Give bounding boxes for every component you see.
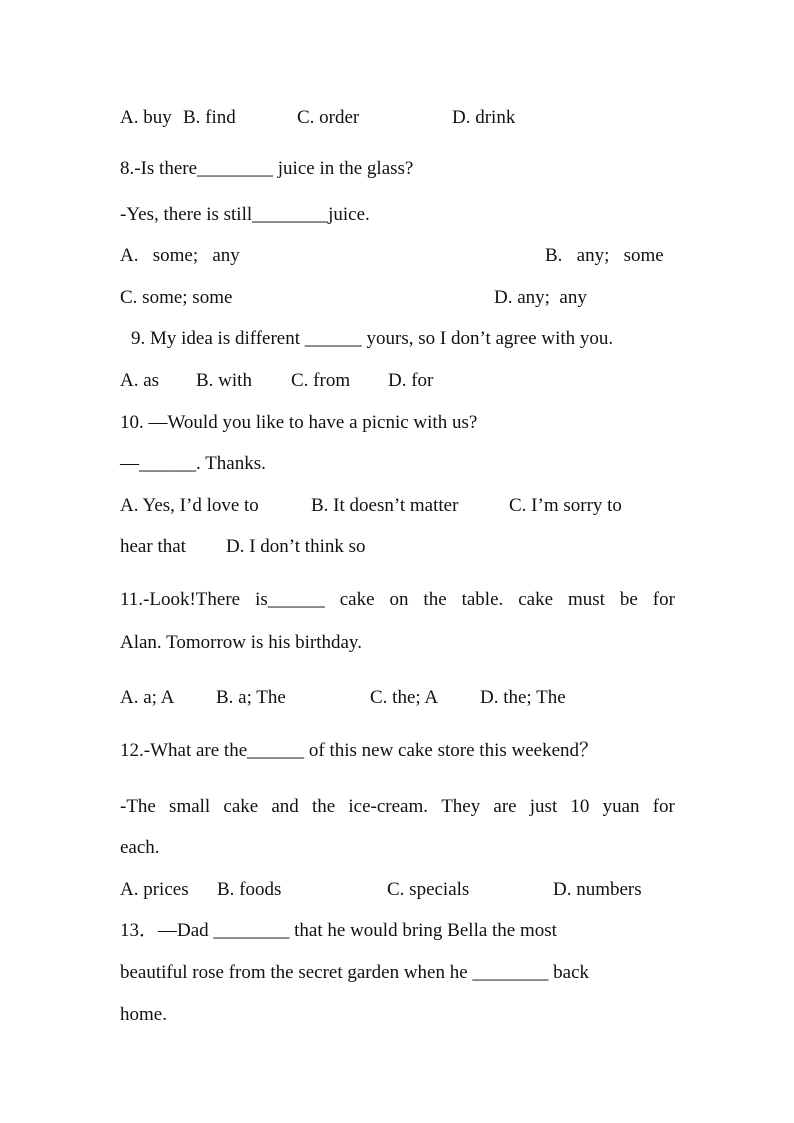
q7-option-a: A. buy [120,107,172,128]
q10-option-d: D. I don’t think so [226,536,366,557]
q9-option-b: B. with [196,370,252,391]
q8-option-c: C. some; some [120,287,233,308]
q10-option-b: B. It doesn’t matter [311,495,459,516]
q11-word: must [568,589,605,610]
q7-option-d: D. drink [452,107,516,128]
q11-word: 11.-Look!There [120,589,241,610]
q12-word: for [652,796,675,817]
q11-option-a: A. a; A [120,687,175,708]
q11-option-b: B. a; The [216,687,286,708]
q13-line3: home. [120,1004,167,1025]
q8-option-a: A. some; any [120,245,240,266]
q9-option-d: D. for [388,370,434,391]
q12-question: 12.-What are the______ of this new cake store this weekend？ [120,740,599,761]
q12-option-b: B. foods [217,879,282,900]
q11-word: be [619,589,638,610]
q9-question: 9. My idea is different ______ yours, so I don’t agree with you. [131,328,614,349]
q8-option-d: D. any; any [494,287,587,308]
q11-word: is______ [255,589,325,610]
q12-word: yuan [602,796,640,817]
q9-option-c: C. from [291,370,351,391]
q9-option-a: A. as [120,370,160,391]
q11-word: cake [339,589,375,610]
q8-option-b: B. any; some [545,245,664,266]
q12-reply-line2: each. [120,837,160,858]
q11-word: the [423,589,447,610]
q8-reply: -Yes, there is still________juice. [120,204,370,225]
q12-word: They [441,796,481,817]
q11-word: cake [518,589,554,610]
q12-option-a: A. prices [120,879,189,900]
q12-reply-line1 [120,795,675,819]
q11-word: on [389,589,409,610]
q11-line2: Alan. Tomorrow is his birthday. [120,632,362,653]
q11-option-d: D. the; The [480,687,566,708]
q12-word: small [169,796,211,817]
q8-question: 8.-Is there________ juice in the glass? [120,158,414,179]
q12-word: cake [223,796,259,817]
q11-line1 [120,588,675,612]
q7-option-b: B. find [183,107,236,128]
q13-line1: 13．—Dad ________ that he would bring Bella the most [120,920,557,941]
q10-reply: —______. Thanks. [120,453,266,474]
q12-word: just [529,796,558,817]
q11-word: for [652,589,675,610]
q12-word: and [271,796,299,817]
q12-word: the [311,796,336,817]
q10-option-c: C. I’m sorry to [509,495,622,516]
q12-word: are [493,796,517,817]
q12-word: ice-cream. [348,796,429,817]
q12-word: -The [120,796,156,817]
q11-option-c: C. the; A [370,687,439,708]
q11-word: table. [461,589,504,610]
q12-option-c: C. specials [387,879,470,900]
q10-option-c-continued: hear that [120,536,186,557]
q13-line2: beautiful rose from the secret garden when he ________ back [120,962,590,983]
q12-option-d: D. numbers [553,879,642,900]
q12-word: 10 [570,796,590,817]
q7-option-c: C. order [297,107,360,128]
q10-option-a: A. Yes, I’d love to [120,495,259,516]
q10-question: 10. —Would you like to have a picnic with us? [120,412,478,433]
